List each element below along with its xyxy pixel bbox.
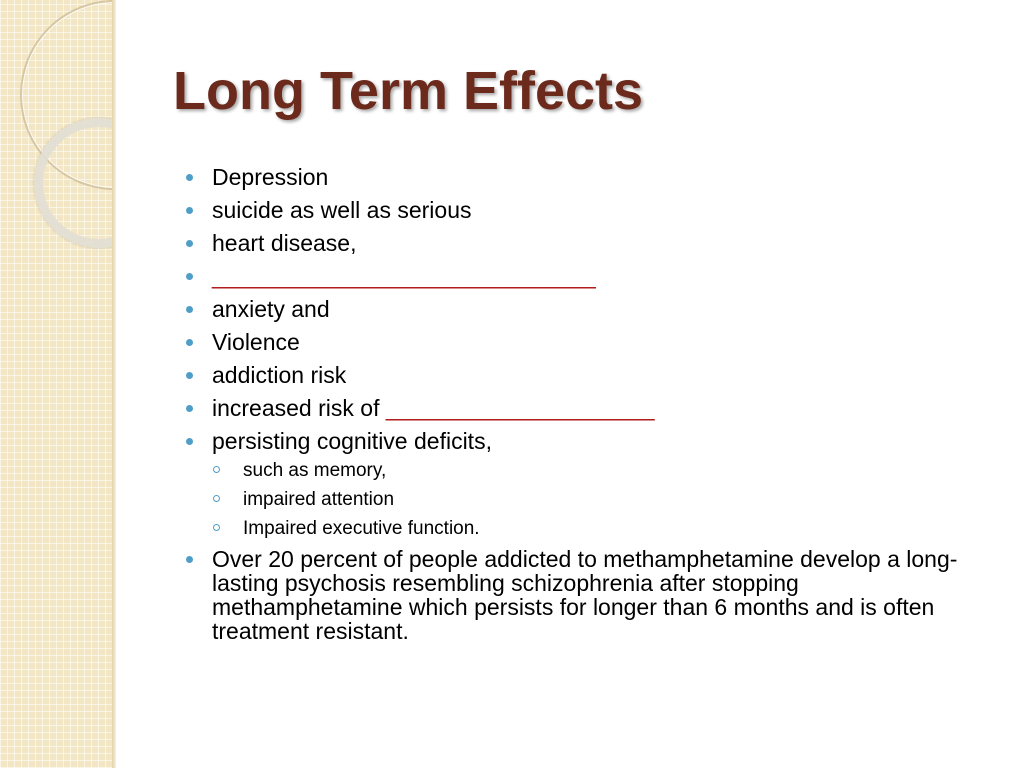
bullet-text: Violence bbox=[212, 329, 300, 355]
bullet-icon bbox=[186, 306, 193, 313]
bullet-list-final bbox=[186, 547, 986, 643]
bullet-list bbox=[186, 165, 986, 454]
bullet-text: addiction risk bbox=[212, 362, 347, 388]
bullet-item bbox=[186, 231, 986, 256]
sub-bullet-icon bbox=[213, 524, 220, 531]
sub-bullet-item bbox=[243, 518, 986, 539]
bullet-item bbox=[186, 330, 986, 355]
bullet-icon bbox=[186, 207, 193, 214]
bullet-text: Over 20 percent of people addicted to methamphetamine develop a long-lasting psychosis resembling schizophrenia after stopping methamphetamine which persists for longer than 6 months and is often treatment resistant. bbox=[212, 546, 958, 644]
bullet-item bbox=[186, 547, 986, 643]
bullet-item bbox=[186, 429, 986, 454]
slide-content bbox=[186, 165, 986, 651]
bullet-text: increased risk of bbox=[212, 395, 386, 421]
bullet-icon bbox=[186, 240, 193, 247]
sub-bullet-item bbox=[243, 489, 986, 510]
sub-bullet-list bbox=[186, 460, 986, 539]
bullet-item bbox=[186, 198, 986, 223]
bullet-text: persisting cognitive deficits, bbox=[212, 428, 492, 454]
bullet-item bbox=[186, 363, 986, 388]
decorative-side-panel bbox=[0, 0, 112, 768]
bullet-text: anxiety and bbox=[212, 296, 330, 322]
sub-bullet-text: impaired attention bbox=[243, 489, 395, 510]
bullet-icon bbox=[186, 372, 193, 379]
bullet-icon bbox=[186, 339, 193, 346]
bullet-text: suicide as well as serious bbox=[212, 197, 472, 223]
bullet-item bbox=[186, 165, 986, 190]
fill-in-blank: ______________________________ bbox=[212, 263, 596, 289]
bullet-text: Depression bbox=[212, 164, 329, 190]
bullet-text: heart disease, bbox=[212, 230, 357, 256]
sub-bullet-icon bbox=[213, 495, 220, 502]
bullet-icon bbox=[186, 405, 193, 412]
bullet-icon bbox=[186, 438, 193, 445]
bullet-icon bbox=[186, 556, 193, 563]
bullet-item bbox=[186, 396, 986, 421]
fill-in-blank: _____________________ bbox=[385, 395, 655, 421]
sub-bullet-text: Impaired executive function. bbox=[243, 518, 480, 539]
bullet-item bbox=[186, 297, 986, 322]
side-panel-edge bbox=[112, 0, 116, 768]
bullet-icon bbox=[186, 174, 193, 181]
sub-bullet-item bbox=[243, 460, 986, 481]
sub-bullet-text: such as memory, bbox=[243, 460, 387, 481]
slide-title: Long Term Effects bbox=[173, 61, 644, 121]
sub-bullet-icon bbox=[213, 466, 220, 473]
bullet-icon bbox=[186, 273, 193, 280]
bullet-item-blank bbox=[186, 264, 986, 289]
